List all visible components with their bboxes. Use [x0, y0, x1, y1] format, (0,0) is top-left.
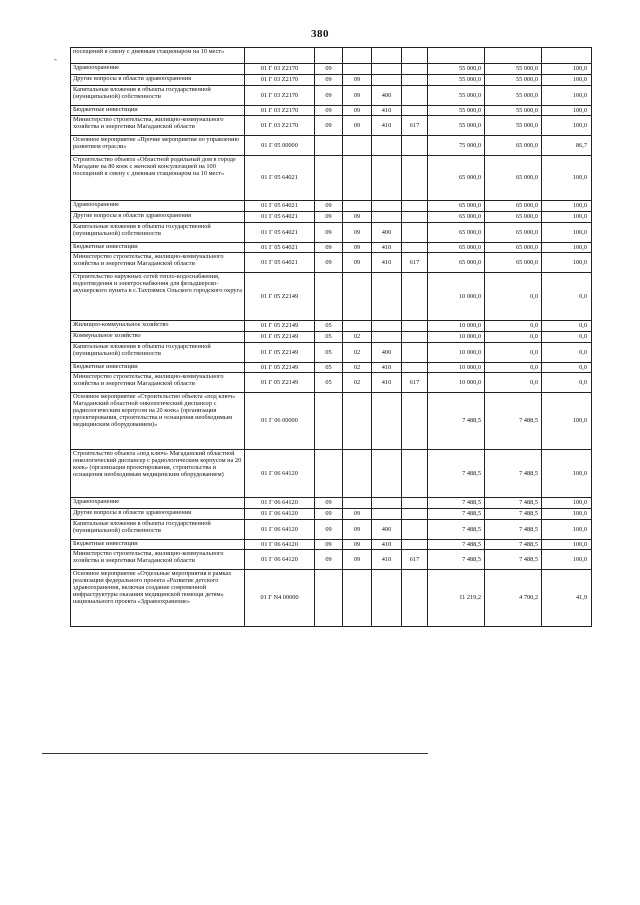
- row-subsection: 02: [343, 373, 372, 393]
- row-percent: 41,9: [542, 570, 592, 627]
- table-row: [71, 273, 592, 321]
- row-expense-type: [372, 64, 402, 75]
- row-section: 05: [315, 363, 343, 373]
- row-target-code: 01 Г 05 64021: [245, 223, 315, 243]
- table-row: [71, 48, 592, 64]
- row-percent: 100,0: [542, 106, 592, 116]
- row-subsection: 09: [343, 540, 372, 550]
- table-row: [71, 136, 592, 156]
- table-row: [71, 253, 592, 273]
- row-actual: 7 488,5: [485, 509, 542, 520]
- row-admin-code: [402, 156, 428, 201]
- row-admin-code: [402, 86, 428, 106]
- row-planned: 55 000,0: [428, 106, 485, 116]
- row-subsection: 09: [343, 520, 372, 540]
- row-section: 05: [315, 373, 343, 393]
- row-expense-type: 410: [372, 373, 402, 393]
- row-expense-type: 400: [372, 343, 402, 363]
- row-name: Министерство строительства, жилищно-коммунального хозяйства и энергетики Магаданской области: [71, 550, 245, 570]
- row-target-code: 01 Г 05 64021: [245, 212, 315, 223]
- row-name: Министерство строительства, жилищно-коммунального хозяйства и энергетики Магаданской области: [71, 116, 245, 136]
- row-percent: 100,0: [542, 450, 592, 498]
- row-expense-type: [372, 393, 402, 450]
- row-actual: 4 700,2: [485, 570, 542, 627]
- row-admin-code: [402, 498, 428, 509]
- row-planned: 65 000,0: [428, 253, 485, 273]
- table-row: [71, 321, 592, 332]
- row-expense-type: [372, 509, 402, 520]
- row-target-code: 01 Г 05 64021: [245, 201, 315, 212]
- row-planned: 10 000,0: [428, 273, 485, 321]
- row-target-code: 01 Г 03 Z2170: [245, 116, 315, 136]
- row-subsection: [343, 570, 372, 627]
- row-name: Строительство объекта «под ключ» Магаданский областной онкологический диспансер с радиологическим корпусом на 20 коек» (организация проектирования, строительства и оснащения необходимым медицинским оборудованием): [71, 450, 245, 498]
- row-name: Здравоохранение: [71, 64, 245, 75]
- row-expense-type: [372, 201, 402, 212]
- row-percent: 100,0: [542, 201, 592, 212]
- row-actual: 0,0: [485, 273, 542, 321]
- row-planned: 65 000,0: [428, 223, 485, 243]
- row-expense-type: 410: [372, 363, 402, 373]
- row-planned: 7 488,5: [428, 393, 485, 450]
- row-planned: 7 488,5: [428, 540, 485, 550]
- row-percent: 100,0: [542, 253, 592, 273]
- row-actual: 65 000,0: [485, 223, 542, 243]
- row-admin-code: [402, 393, 428, 450]
- row-target-code: 01 Г 03 Z2170: [245, 86, 315, 106]
- row-name: Капитальные вложения в объекты государственной (муниципальной) собственности: [71, 86, 245, 106]
- row-section: 05: [315, 343, 343, 363]
- row-target-code: 01 Г 05 64021: [245, 243, 315, 253]
- row-admin-code: [402, 450, 428, 498]
- row-actual: 55 000,0: [485, 116, 542, 136]
- row-admin-code: [402, 520, 428, 540]
- table-row: [71, 106, 592, 116]
- table-row: [71, 450, 592, 498]
- table-row: [71, 343, 592, 363]
- row-planned: [428, 48, 485, 64]
- row-actual: 65 000,0: [485, 201, 542, 212]
- row-actual: 65 000,0: [485, 243, 542, 253]
- row-expense-type: [372, 212, 402, 223]
- row-planned: 10 000,0: [428, 343, 485, 363]
- row-expense-type: [372, 332, 402, 343]
- row-name: Другие вопросы в области здравоохранения: [71, 75, 245, 86]
- row-planned: 7 488,5: [428, 498, 485, 509]
- row-planned: 65 000,0: [428, 156, 485, 201]
- row-percent: 100,0: [542, 86, 592, 106]
- row-subsection: [343, 498, 372, 509]
- row-subsection: 09: [343, 212, 372, 223]
- row-actual: 65 000,0: [485, 156, 542, 201]
- row-percent: 100,0: [542, 223, 592, 243]
- row-admin-code: [402, 540, 428, 550]
- row-expense-type: [372, 136, 402, 156]
- row-name: Другие вопросы в области здравоохранения: [71, 509, 245, 520]
- row-name: Бюджетные инвестиции: [71, 106, 245, 116]
- row-subsection: 09: [343, 253, 372, 273]
- row-section: 09: [315, 86, 343, 106]
- row-percent: 0,0: [542, 273, 592, 321]
- row-target-code: 01 Г 06 64120: [245, 540, 315, 550]
- row-section: [315, 136, 343, 156]
- row-target-code: 01 Г 03 Z2170: [245, 75, 315, 86]
- row-actual: 7 488,5: [485, 393, 542, 450]
- row-section: [315, 393, 343, 450]
- table-row: [71, 373, 592, 393]
- row-subsection: 02: [343, 363, 372, 373]
- row-section: 09: [315, 498, 343, 509]
- row-subsection: [343, 156, 372, 201]
- row-planned: 7 488,5: [428, 450, 485, 498]
- row-planned: 10 000,0: [428, 373, 485, 393]
- row-section: 09: [315, 550, 343, 570]
- row-target-code: 01 Г 05 Z2149: [245, 343, 315, 363]
- row-name: Строительство наружных сетей тепло-водоснабжения, водоотведения и электроснабжения для фельдшерско-акушерского пункта в с.Тахтоямск Ольского городского округа: [71, 273, 245, 321]
- row-planned: 65 000,0: [428, 243, 485, 253]
- row-section: [315, 48, 343, 64]
- row-section: 09: [315, 201, 343, 212]
- table-row: [71, 86, 592, 106]
- table-row: [71, 550, 592, 570]
- row-admin-code: [402, 243, 428, 253]
- row-actual: 0,0: [485, 332, 542, 343]
- row-subsection: [343, 393, 372, 450]
- row-section: 05: [315, 332, 343, 343]
- row-subsection: [343, 136, 372, 156]
- row-actual: 55 000,0: [485, 106, 542, 116]
- table-row: [71, 520, 592, 540]
- row-percent: 0,0: [542, 332, 592, 343]
- row-actual: 7 488,5: [485, 450, 542, 498]
- row-admin-code: [402, 212, 428, 223]
- row-admin-code: [402, 223, 428, 243]
- table-row: [71, 156, 592, 201]
- row-planned: 7 488,5: [428, 550, 485, 570]
- row-expense-type: 400: [372, 86, 402, 106]
- row-percent: 100,0: [542, 520, 592, 540]
- row-actual: 0,0: [485, 373, 542, 393]
- table-row: [71, 223, 592, 243]
- table-row: [71, 332, 592, 343]
- row-section: [315, 273, 343, 321]
- row-target-code: 01 Г 06 64120: [245, 520, 315, 540]
- row-percent: 100,0: [542, 212, 592, 223]
- row-expense-type: 410: [372, 243, 402, 253]
- table-row: [71, 509, 592, 520]
- row-section: 05: [315, 321, 343, 332]
- row-target-code: 01 Г 05 Z2149: [245, 321, 315, 332]
- row-target-code: 01 Г 05 64021: [245, 253, 315, 273]
- row-expense-type: 400: [372, 520, 402, 540]
- row-subsection: 09: [343, 550, 372, 570]
- row-subsection: 09: [343, 509, 372, 520]
- row-name: Министерство строительства, жилищно-коммунального хозяйства и энергетики Магаданской области: [71, 253, 245, 273]
- row-actual: 65 000,0: [485, 212, 542, 223]
- row-planned: 10 000,0: [428, 363, 485, 373]
- row-target-code: 01 Г 05 Z2149: [245, 332, 315, 343]
- row-subsection: [343, 321, 372, 332]
- row-planned: 65 000,0: [428, 201, 485, 212]
- table-row: [71, 116, 592, 136]
- row-subsection: 09: [343, 106, 372, 116]
- row-expense-type: [372, 273, 402, 321]
- row-admin-code: 617: [402, 253, 428, 273]
- table-row: [71, 75, 592, 86]
- row-section: 09: [315, 243, 343, 253]
- row-name: Коммунальное хозяйство: [71, 332, 245, 343]
- budget-table-body: [71, 48, 592, 627]
- row-section: [315, 450, 343, 498]
- row-target-code: 01 Г 05 64021: [245, 156, 315, 201]
- row-actual: 55 000,0: [485, 75, 542, 86]
- row-percent: 0,0: [542, 343, 592, 363]
- margin-mark: -: [54, 54, 57, 64]
- budget-table: [70, 47, 592, 627]
- row-section: 09: [315, 223, 343, 243]
- row-planned: 55 000,0: [428, 64, 485, 75]
- row-percent: 100,0: [542, 498, 592, 509]
- table-row: [71, 363, 592, 373]
- table-row: [71, 64, 592, 75]
- row-name: Другие вопросы в области здравоохранения: [71, 212, 245, 223]
- row-target-code: [245, 48, 315, 64]
- row-section: [315, 156, 343, 201]
- row-admin-code: [402, 136, 428, 156]
- row-name: Бюджетные инвестиции: [71, 540, 245, 550]
- row-subsection: 09: [343, 75, 372, 86]
- row-target-code: 01 Г 05 00000: [245, 136, 315, 156]
- row-target-code: 01 Г 03 Z2170: [245, 106, 315, 116]
- row-actual: 7 488,5: [485, 550, 542, 570]
- row-actual: 0,0: [485, 363, 542, 373]
- row-actual: 0,0: [485, 343, 542, 363]
- table-row: [71, 570, 592, 627]
- row-percent: 0,0: [542, 373, 592, 393]
- row-section: 09: [315, 64, 343, 75]
- row-section: 09: [315, 253, 343, 273]
- row-section: 09: [315, 116, 343, 136]
- row-expense-type: 410: [372, 253, 402, 273]
- row-percent: 100,0: [542, 156, 592, 201]
- table-row: [71, 201, 592, 212]
- row-target-code: 01 Г 06 64120: [245, 450, 315, 498]
- row-percent: 100,0: [542, 550, 592, 570]
- row-admin-code: [402, 343, 428, 363]
- row-admin-code: 617: [402, 373, 428, 393]
- row-target-code: 01 Г 05 Z2149: [245, 273, 315, 321]
- row-actual: 7 488,5: [485, 498, 542, 509]
- row-target-code: 01 Г N4 00000: [245, 570, 315, 627]
- row-percent: 100,0: [542, 540, 592, 550]
- row-name: Капитальные вложения в объекты государственной (муниципальной) собственности: [71, 343, 245, 363]
- row-planned: 75 000,0: [428, 136, 485, 156]
- row-percent: 100,0: [542, 64, 592, 75]
- row-expense-type: [372, 156, 402, 201]
- row-target-code: 01 Г 06 64120: [245, 498, 315, 509]
- row-planned: 55 000,0: [428, 86, 485, 106]
- footer-rule: [42, 753, 428, 754]
- row-expense-type: [372, 498, 402, 509]
- row-name: Строительство объекта «Областной родильный дом в городе Магадане на 80 коек с женской консультацией на 100 посещений в смену с дневным стационаром на 10 мест»: [71, 156, 245, 201]
- table-row: [71, 498, 592, 509]
- row-planned: 65 000,0: [428, 212, 485, 223]
- row-section: 09: [315, 212, 343, 223]
- row-planned: 7 488,5: [428, 509, 485, 520]
- row-percent: 100,0: [542, 509, 592, 520]
- row-section: 09: [315, 520, 343, 540]
- row-actual: 0,0: [485, 321, 542, 332]
- row-target-code: 01 Г 03 Z2170: [245, 64, 315, 75]
- row-section: 09: [315, 75, 343, 86]
- row-expense-type: 410: [372, 116, 402, 136]
- row-subsection: 02: [343, 343, 372, 363]
- row-percent: [542, 48, 592, 64]
- row-name: Здравоохранение: [71, 498, 245, 509]
- row-expense-type: [372, 75, 402, 86]
- row-expense-type: 410: [372, 106, 402, 116]
- row-planned: 55 000,0: [428, 116, 485, 136]
- row-subsection: [343, 450, 372, 498]
- row-target-code: 01 Г 05 Z2149: [245, 373, 315, 393]
- row-percent: 100,0: [542, 116, 592, 136]
- row-name: Основное мероприятие «Отдельные мероприятия в рамках реализации федерального проекта «Развитие детского здравоохранения, включая создание современной инфраструктуры оказания медицинской помощи детям» национального проекта «Здравоохранение»: [71, 570, 245, 627]
- row-actual: 55 000,0: [485, 86, 542, 106]
- row-expense-type: 400: [372, 223, 402, 243]
- row-admin-code: [402, 106, 428, 116]
- row-admin-code: [402, 332, 428, 343]
- row-expense-type: [372, 570, 402, 627]
- row-admin-code: [402, 273, 428, 321]
- row-target-code: 01 Г 05 Z2149: [245, 363, 315, 373]
- row-subsection: [343, 201, 372, 212]
- row-admin-code: [402, 570, 428, 627]
- row-actual: 7 488,5: [485, 520, 542, 540]
- row-subsection: 09: [343, 116, 372, 136]
- row-name: Бюджетные инвестиции: [71, 363, 245, 373]
- row-percent: 0,0: [542, 321, 592, 332]
- row-target-code: 01 Г 06 64120: [245, 550, 315, 570]
- row-admin-code: [402, 509, 428, 520]
- table-row: [71, 212, 592, 223]
- row-section: 09: [315, 106, 343, 116]
- row-target-code: 01 Г 06 00000: [245, 393, 315, 450]
- row-subsection: 09: [343, 223, 372, 243]
- row-planned: 10 000,0: [428, 321, 485, 332]
- row-name: Капитальные вложения в объекты государственной (муниципальной) собственности: [71, 520, 245, 540]
- row-name: Жилищно-коммунальное хозяйство: [71, 321, 245, 332]
- row-planned: 11 219,2: [428, 570, 485, 627]
- row-section: 09: [315, 540, 343, 550]
- row-subsection: [343, 273, 372, 321]
- row-actual: 65 000,0: [485, 136, 542, 156]
- table-row: [71, 243, 592, 253]
- row-expense-type: [372, 48, 402, 64]
- row-section: [315, 570, 343, 627]
- row-section: 09: [315, 509, 343, 520]
- row-percent: 100,0: [542, 393, 592, 450]
- row-admin-code: 617: [402, 550, 428, 570]
- page-number: 380: [311, 28, 329, 40]
- row-name: Основное мероприятие «Прочие мероприятия по управлению развитием отрасли»: [71, 136, 245, 156]
- row-expense-type: 410: [372, 550, 402, 570]
- row-admin-code: [402, 321, 428, 332]
- table-row: [71, 540, 592, 550]
- row-admin-code: [402, 201, 428, 212]
- row-admin-code: [402, 48, 428, 64]
- row-name: Бюджетные инвестиции: [71, 243, 245, 253]
- row-percent: 100,0: [542, 75, 592, 86]
- row-admin-code: [402, 64, 428, 75]
- row-subsection: 02: [343, 332, 372, 343]
- row-expense-type: [372, 450, 402, 498]
- row-name: Капитальные вложения в объекты государственной (муниципальной) собственности: [71, 223, 245, 243]
- row-admin-code: [402, 363, 428, 373]
- row-planned: 55 000,0: [428, 75, 485, 86]
- row-target-code: 01 Г 06 64120: [245, 509, 315, 520]
- row-actual: 55 000,0: [485, 64, 542, 75]
- row-subsection: [343, 48, 372, 64]
- row-actual: 7 488,5: [485, 540, 542, 550]
- row-percent: 100,0: [542, 243, 592, 253]
- row-actual: 65 000,0: [485, 253, 542, 273]
- row-name: посещений в смену с дневным стационаром на 10 мест»: [71, 48, 245, 64]
- row-expense-type: 410: [372, 540, 402, 550]
- row-actual: [485, 48, 542, 64]
- row-subsection: 09: [343, 243, 372, 253]
- row-percent: 86,7: [542, 136, 592, 156]
- row-planned: 10 000,0: [428, 332, 485, 343]
- table-row: [71, 393, 592, 450]
- row-subsection: 09: [343, 86, 372, 106]
- row-admin-code: 617: [402, 116, 428, 136]
- row-admin-code: [402, 75, 428, 86]
- row-name: Основное мероприятие «Строительство объекта «под ключ» Магаданский областной онкологический диспансер с радиологическим корпусом на 20 коек» (организация проектирования, строительства и оснащения необходимым медицинским оборудованием)»: [71, 393, 245, 450]
- row-planned: 7 488,5: [428, 520, 485, 540]
- row-subsection: [343, 64, 372, 75]
- row-name: Министерство строительства, жилищно-коммунального хозяйства и энергетики Магаданской области: [71, 373, 245, 393]
- row-expense-type: [372, 321, 402, 332]
- row-percent: 0,0: [542, 363, 592, 373]
- row-name: Здравоохранение: [71, 201, 245, 212]
